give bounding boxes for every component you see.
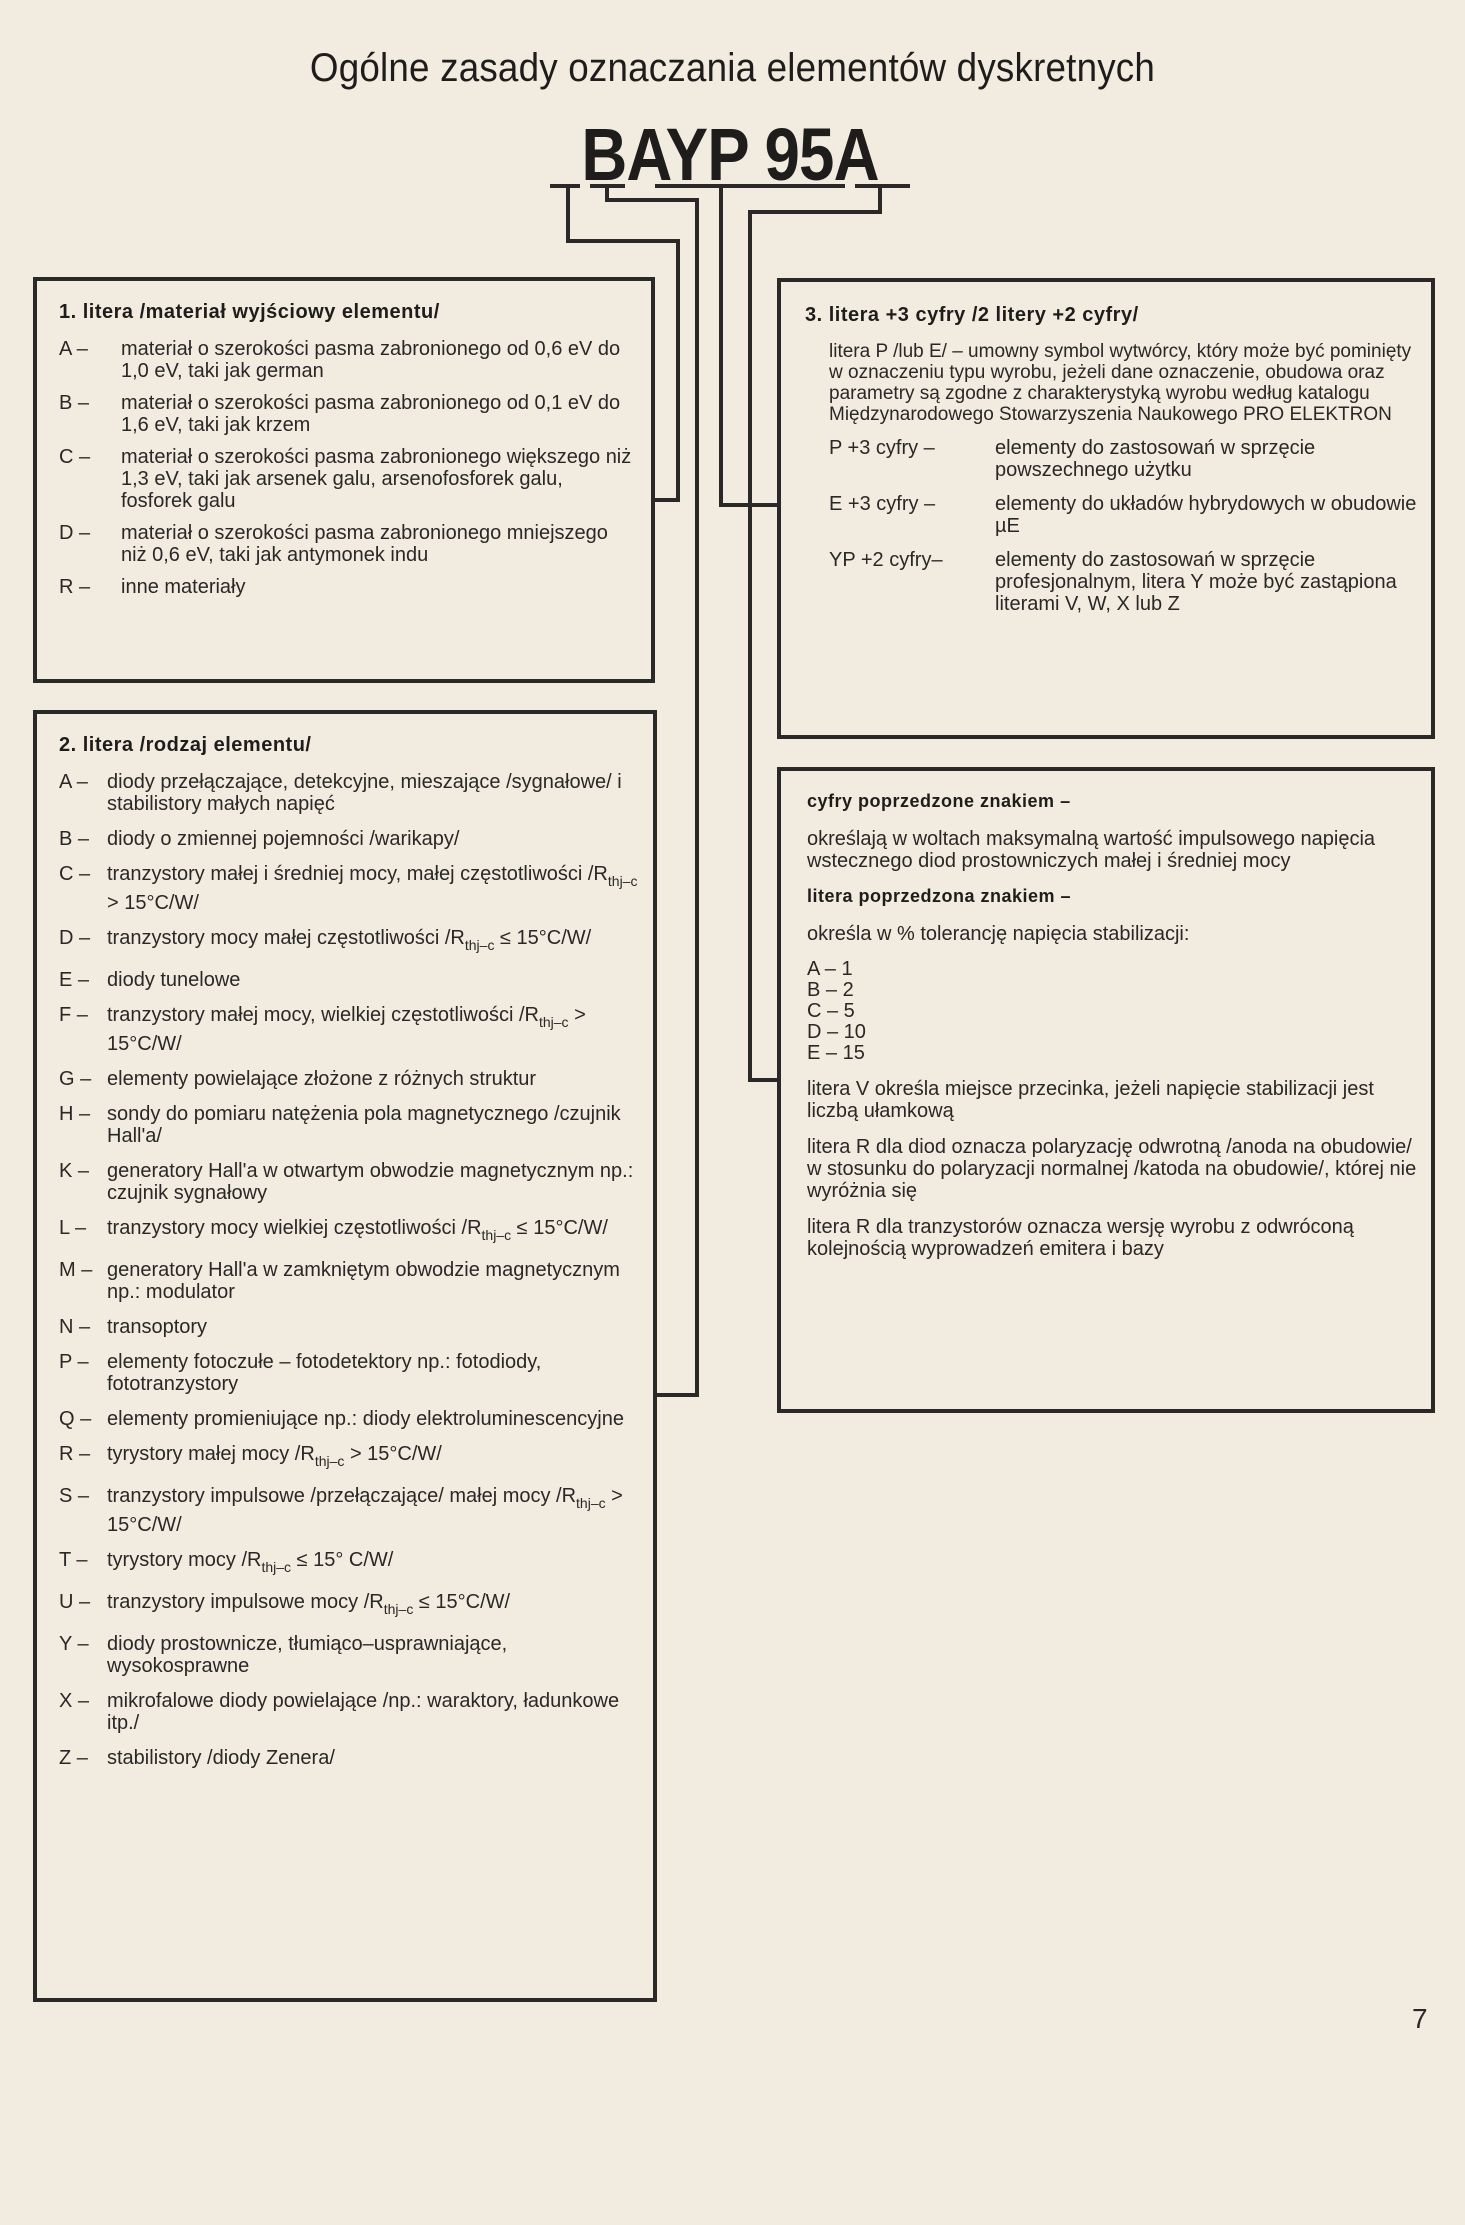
item-text [107,1217,639,1246]
item-text-tail: > 15°C/W/ [107,892,199,914]
item-subscript: thj–c [576,1495,606,1511]
list-item [59,1690,639,1734]
box2-heading: 2. litera /rodzaj elementu/ [59,734,312,756]
item-text [107,1591,639,1620]
list-item [59,1591,639,1620]
list-item [829,493,1417,537]
item-text [107,1103,639,1147]
box4-heading-digits: cyfry poprzedzone znakiem – [807,791,1071,811]
item-text-main: elementy powielające złożone z różnych struktur [107,1068,537,1090]
item-text [107,1408,639,1430]
list-item [59,1103,639,1147]
list-item [59,1316,639,1338]
item-text-main: stabilistory /diody Zenera/ [107,1747,335,1769]
item-key: K – [59,1160,90,1182]
item-key: Z – [59,1747,88,1769]
item-text-main: tyrystory małej mocy /R [107,1443,315,1465]
item-text-main: materiał o szerokości pasma zabronionego od 0,6 eV do 1,0 eV, taki jak german [121,338,621,382]
item-text-main: diody przełączające, detekcyjne, mieszające /sygnałowe/ i stabilistory małych napięć [107,771,622,815]
item-text-main: diody prostownicze, tłumiąco–usprawniające, wysokosprawne [107,1633,508,1677]
item-key: L – [59,1217,87,1239]
item-key: A – [59,771,88,793]
list-item [59,1408,639,1430]
box3-heading: 3. litera +3 cyfry /2 litery +2 cyfry/ [805,304,1139,326]
item-subscript: thj–c [261,1559,292,1575]
item-text [121,522,637,566]
item-key: Q – [59,1408,92,1430]
item-text [107,969,639,991]
box4-heading-letter: litera poprzedzona znakiem – [807,886,1072,906]
list-item [59,1443,639,1472]
list-item [59,392,637,436]
item-text-tail: > 15°C/W/ [344,1443,442,1465]
item-key: U – [59,1591,91,1613]
item-text [107,1160,639,1204]
list-item [829,437,1417,481]
item-subscript: thj–c [481,1227,512,1243]
item-subscript: thj–c [538,1014,569,1030]
list-item [59,1633,639,1677]
item-text-tail: ≤ 15° C/W/ [291,1549,394,1571]
box4-para-v: litera V określa miejsce przecinka, jeżeli napięcie stabilizacji jest liczbą ułamkową [807,1078,1374,1122]
item-text-main: materiał o szerokości pasma zabronionego od 0,1 eV do 1,6 eV, taki jak krzem [121,392,621,436]
item-text [121,446,637,512]
list-item [59,576,637,598]
item-subscript: thj–c [607,873,638,889]
item-subscript: thj–c [314,1453,345,1469]
box4-para-r-transistors: litera R dla tranzystorów oznacza wersję wyrobu z odwróconą kolejnością wyprowadzeń emitera i bazy [807,1216,1354,1260]
item-text [107,1351,639,1395]
list-item [59,1160,639,1204]
box1-list [59,338,637,598]
item-key: R – [59,1443,91,1465]
item-text-main: tyrystory mocy /R [107,1549,262,1571]
item-key: X – [59,1690,90,1712]
item-text-main: elementy do układów hybrydowych w obudowie µE [995,493,1417,537]
box-element-type [33,710,657,2002]
list-item [59,1068,639,1090]
item-text-main: tranzystory mocy wielkiej częstotliwości /R [107,1217,482,1239]
item-key: P +3 cyfry – [829,437,935,459]
list-item [59,1485,639,1536]
list-item [59,771,639,815]
item-text [107,828,639,850]
item-text [995,549,1417,615]
item-text-tail: > 15°C/W/ [107,1004,586,1055]
box3-intro: litera P /lub E/ – umowny symbol wytwórcy, który może być pominięty w oznaczeniu typu wyrobu, jeżeli dane oznaczenie, obudowa oraz parametry są zgodne z charakterystyką wyrobu według katalogu Międzynarodowego Stowarzyszenia Naukowego PRO ELEKTRON [829,341,1412,425]
box4-para-digits: określają w woltach maksymalną wartość impulsowego napięcia wstecznego diod prostowniczych małej i średniej mocy [807,828,1376,872]
item-text [107,1259,639,1303]
item-subscript: thj–c [383,1601,414,1617]
item-text [107,1004,639,1055]
item-key: C – [59,863,91,885]
item-key: N – [59,1316,91,1338]
tolerance-item: B – 2 [807,979,854,1001]
item-text-main: elementy do zastosowań w sprzęcie powszechnego użytku [995,437,1316,481]
item-key: YP +2 cyfry– [829,549,943,571]
box1-heading: 1. litera /materiał wyjściowy elementu/ [59,301,440,323]
list-item [59,1351,639,1395]
list-item [59,927,639,956]
item-text [107,1633,639,1677]
page-number: 7 [1412,2003,1428,2034]
item-text [995,493,1417,537]
item-key: Y – [59,1633,89,1655]
item-text-main: elementy fotoczułe – fotodetektory np.: fotodiody, fototranzystory [107,1351,542,1395]
item-key: S – [59,1485,90,1507]
list-item [59,1549,639,1578]
list-item [829,549,1417,615]
tolerance-item: D – 10 [807,1021,866,1043]
item-key: R – [59,576,91,598]
item-text-main: materiał o szerokości pasma zabronionego większego niż 1,3 eV, taki jak arsenek galu, arsenofosforek galu, fosforek galu [121,446,632,512]
item-text-main: mikrofalowe diody powielające /np.: waraktory, ładunkowe itp./ [107,1690,620,1734]
item-text [107,863,639,914]
tolerance-list [807,959,1417,1064]
page-title: Ogólne zasady oznaczania elementów dyskretnych [309,46,1156,90]
list-item [59,969,639,991]
item-text-main: sondy do pomiaru natężenia pola magnetycznego /czujnik Hall'a/ [107,1103,621,1147]
connector-to-box3 [721,186,777,505]
box-serial-number [777,278,1435,739]
item-text-tail: ≤ 15°C/W/ [511,1217,608,1239]
item-text [121,576,637,598]
item-text-tail: ≤ 15°C/W/ [494,927,592,949]
item-text [995,437,1417,481]
list-item [59,1004,639,1055]
list-item [59,522,637,566]
item-text-main: generatory Hall'a w otwartym obwodzie magnetycznym np.: czujnik sygnałowy [107,1160,634,1204]
list-item [59,446,637,512]
item-key: H – [59,1103,91,1125]
box2-list [59,771,639,1769]
list-item [59,863,639,914]
item-text-main: transoptory [107,1316,208,1338]
box3-list [829,437,1417,615]
example-code: BAYP 95A [581,113,879,196]
item-key: E +3 cyfry – [829,493,936,515]
box-material [33,277,655,683]
item-text-main: tranzystory małej i średniej mocy, małej częstotliwości /R [107,863,608,885]
box-suffix [777,767,1435,1413]
item-text [107,771,639,815]
item-text [107,1747,639,1769]
item-text [121,338,637,382]
list-item [59,1747,639,1769]
item-text-main: materiał o szerokości pasma zabronionego mniejszego niż 0,6 eV, taki jak antymonek indu [121,522,608,566]
item-key: C – [59,446,91,468]
item-key: M – [59,1259,93,1281]
item-text [107,927,639,956]
item-key: T – [59,1549,88,1571]
item-text-main: elementy promieniujące np.: diody elektroluminescencyjne [107,1408,624,1430]
item-text [121,392,637,436]
list-item [59,1217,639,1246]
list-item [59,1259,639,1303]
item-text [107,1549,639,1578]
item-text-main: tranzystory impulsowe mocy /R [107,1591,384,1613]
item-text-main: elementy do zastosowań w sprzęcie profesjonalnym, litera Y może być zastąpiona literami V, W, X lub Z [995,549,1397,615]
item-text-main: tranzystory mocy małej częstotliwości /R [107,927,465,949]
item-text [107,1485,639,1536]
item-key: D – [59,927,91,949]
item-key: D – [59,522,91,544]
item-text-main: diody tunelowe [107,969,241,991]
tolerance-item: E – 15 [807,1042,865,1064]
item-text [107,1316,639,1338]
box4-para-r-diodes: litera R dla diod oznacza polaryzację odwrotną /anoda na obudowie/ w stosunku do polaryzacji normalnej /katoda na obudowie/, której nie wyróżnia się [807,1136,1417,1202]
list-item [59,338,637,382]
tolerance-item: A – 1 [807,958,853,980]
item-text-main: diody o zmiennej pojemności /warikapy/ [107,828,460,850]
item-key: A – [59,338,88,360]
item-text [107,1443,639,1472]
tolerance-item: C – 5 [807,1000,855,1022]
item-text-main: generatory Hall'a w zamkniętym obwodzie magnetycznym np.: modulator [107,1259,620,1303]
item-text-main: inne materiały [121,576,246,598]
item-text-tail: ≤ 15°C/W/ [413,1591,511,1613]
list-item [59,828,639,850]
box4-para-tolerance: określa w % tolerancję napięcia stabilizacji: [807,923,1190,945]
item-key: E – [59,969,90,991]
item-text-main: tranzystory impulsowe /przełączające/ małej mocy /R [107,1485,577,1507]
item-text-tail: > 15°C/W/ [107,1485,623,1536]
item-key: F – [59,1004,88,1026]
item-text [107,1068,639,1090]
item-key: P – [59,1351,89,1373]
item-subscript: thj–c [464,937,495,953]
item-key: B – [59,392,90,414]
item-text-main: tranzystory małej mocy, wielkiej częstotliwości /R [107,1004,539,1026]
item-key: B – [59,828,90,850]
item-key: G – [59,1068,92,1090]
item-text [107,1690,639,1734]
